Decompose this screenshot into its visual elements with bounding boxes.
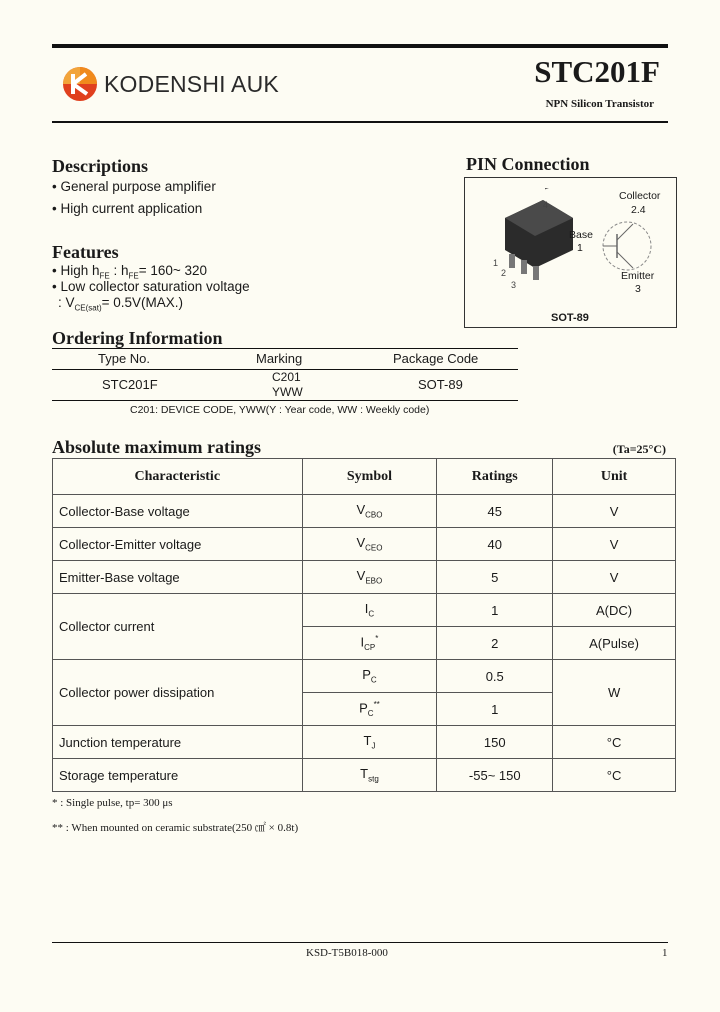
emitter-pin: 3	[635, 283, 641, 295]
ratings-table	[52, 458, 676, 792]
pkg-pin-4: 4	[543, 200, 549, 210]
footnote-single-pulse: * : Single pulse, tp= 300 μs	[52, 797, 173, 809]
document-code: KSD-T5B018-000	[306, 947, 388, 959]
table-row: Collector-Emitter voltage $V_{CEO}$ 40 V	[53, 528, 676, 561]
table-row: Collector current $I_C$ 1 A(DC)	[53, 594, 676, 627]
part-number: STC201F	[534, 54, 660, 89]
ordering-header-type: Type No.	[98, 351, 151, 366]
ordering-type: STC201F	[102, 377, 158, 392]
table-header-row	[53, 459, 676, 495]
table-row: Emitter-Base voltage $V_{EBO}$ 5 V	[53, 561, 676, 594]
description-item: • High current application	[52, 201, 203, 216]
features-title: Features	[52, 242, 119, 262]
header-characteristic: Characteristic	[53, 459, 303, 495]
table-row: Collector-Base voltage $V_{CBO}$ 45 V	[53, 495, 676, 528]
ordering-title: Ordering Information	[52, 328, 223, 348]
pkg-pin-3: 3	[511, 280, 517, 290]
ordering-top-rule	[52, 348, 518, 349]
pin-diagram	[464, 177, 677, 328]
pkg-pin-1: 1	[493, 258, 499, 268]
table-row: Junction temperature $T_J$ 150 °C	[53, 726, 676, 759]
ratings-title: Absolute maximum ratings	[52, 437, 262, 457]
table-row: $P_C^{**}$ 1	[53, 693, 676, 726]
brand-logo	[62, 64, 279, 104]
ordering-marking-line2: YWW	[272, 385, 303, 399]
ratings-condition: (Ta=25°C)	[612, 442, 666, 456]
top-rule	[52, 44, 668, 48]
table-row: Storage temperature $T_{stg}$ -55~ 150 °C	[53, 759, 676, 792]
ordering-package: SOT-89	[418, 377, 463, 392]
ordering-header-marking: Marking	[256, 351, 303, 366]
pin-connection-title: PIN Connection	[466, 154, 590, 174]
header-ratings: Ratings	[437, 459, 553, 495]
description-item: • General purpose amplifier	[52, 179, 216, 194]
brand-name: KODENSHI AUK	[104, 70, 279, 97]
ordering-header-package: Package Code	[393, 351, 479, 366]
header-unit: Unit	[553, 459, 676, 495]
npn-symbol-icon	[597, 216, 657, 276]
feature-vce-value: : $V_{CE(sat)}= 0.5V(MAX.)$	[58, 295, 184, 313]
table-row: Collector power dissipation $P_C$ 0.5 W	[53, 660, 676, 693]
ordering-bottom-rule	[52, 400, 518, 401]
emitter-label: Emitter	[621, 270, 655, 282]
page-number: 1	[662, 947, 668, 959]
footnote-ceramic: ** : When mounted on ceramic substrate(250 ㎠ × 0.8t)	[52, 822, 299, 834]
ordering-note: C201: DEVICE CODE, YWW(Y : Year code, WW : Weekly code)	[130, 404, 430, 416]
feature-vce: • Low collector saturation voltage	[52, 279, 250, 294]
collector-label: Collector	[619, 190, 661, 202]
feature-hfe: • High $h_{FE}$ : $h_{FE}=$ 160~ 320	[52, 263, 208, 281]
package-label: SOT-89	[551, 312, 589, 324]
footer-rule	[52, 942, 668, 943]
kodenshi-logo-icon	[62, 66, 98, 102]
collector-pins: 2.4	[631, 204, 646, 216]
header-symbol: Symbol	[302, 459, 437, 495]
table-row: $I_{CP}^*$ 2 A(Pulse)	[53, 627, 676, 660]
base-label: Base	[569, 229, 593, 241]
header-rule	[52, 121, 668, 123]
base-pin: 1	[577, 242, 583, 254]
pkg-pin-2: 2	[501, 268, 507, 278]
part-subtitle: NPN Silicon Transistor	[545, 98, 654, 110]
descriptions-title: Descriptions	[52, 156, 148, 176]
ordering-marking-line1: C201	[272, 370, 301, 384]
